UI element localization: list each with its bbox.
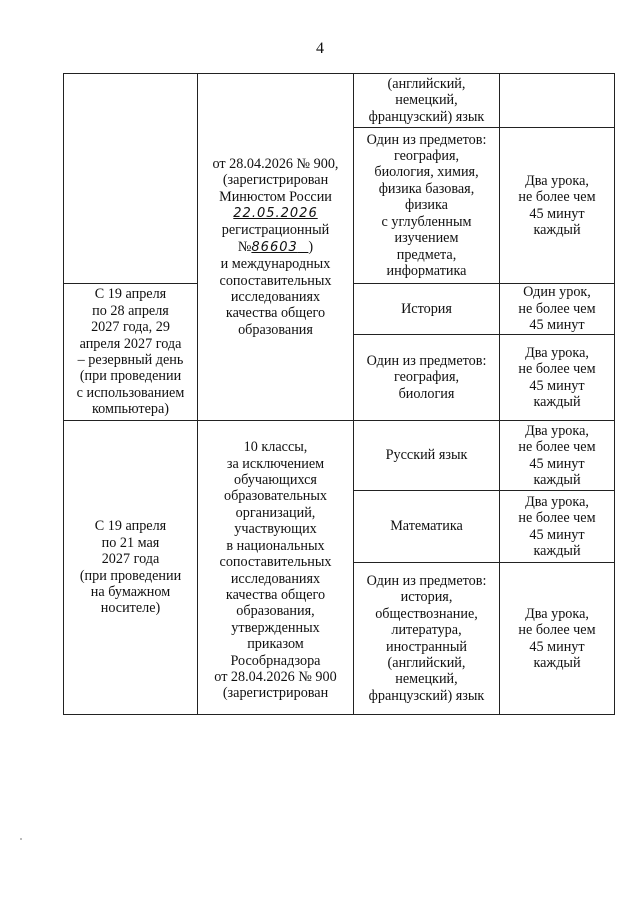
text-line: Два урока, [525,172,589,189]
text-line: апреля 2027 года [79,335,182,352]
subject-cell [354,335,500,421]
text-line: регистрационный [221,222,330,239]
text-line: Один из предметов: [366,572,487,589]
text-line: немецкий, [395,92,458,109]
text-line: физика [405,197,448,214]
subject-cell [354,491,500,563]
text-line: обучающихся [234,472,317,489]
text-line: образования, [236,603,315,620]
text-line: Один из предметов: [366,131,487,148]
registration-date-handwritten: 22.05.2026 [233,205,318,221]
text-line: Один урок, [523,284,591,301]
text-line: информатика [386,262,467,279]
text-line: обществознание, [375,605,478,622]
text-line: каждый [533,393,581,410]
text-line: от 28.04.2026 № 900 [214,668,337,685]
text-line: не более чем [518,510,596,527]
text-line: качества общего [225,305,326,322]
text-line: 45 минут [529,205,585,222]
registration-number-handwritten: 86603 [251,239,298,255]
text-line: (при проведении [79,368,182,385]
text-line: каждый [533,221,581,238]
text-line: французский) язык [368,108,485,125]
text-line: образования [238,321,313,338]
duration-cell [500,563,615,715]
text-line: С 19 апреля [94,518,167,535]
text-line: Минюстом России [219,188,332,205]
text-line: география, [393,148,460,165]
text-line: на бумажном [90,583,171,600]
text-line: (зарегистрирован [222,685,329,702]
text-line: каждый [533,654,581,671]
text-line: Рособрнадзора [230,652,321,669]
text-line: 10 классы, [243,439,308,456]
text-line: 45 минут [529,377,585,394]
text-line: исследованиях [230,289,321,306]
text-line: с углубленным [381,213,472,230]
text-line: С 19 апреля [94,286,167,303]
text-line: качества общего [225,586,326,603]
text-line: изучением [394,230,459,247]
text-line: Два урока, [525,422,589,439]
text-line: (зарегистрирован [222,172,329,189]
text-line: не более чем [518,361,596,378]
text-line: иностранный [385,638,467,655]
text-line: по 28 апреля [92,302,169,319]
text-line: немецкий, [395,671,458,688]
subject-cell [354,563,500,715]
text-line: носителе) [100,600,161,617]
text-line: не более чем [518,439,596,456]
group-cell [198,421,354,715]
group-cell-continued [198,74,354,421]
text-line: 2027 года [101,551,160,568]
text-line: сопоставительных [219,554,332,571]
text-line: утвержденных [231,619,320,636]
text-line: и международных [220,256,331,273]
text-line: исследованиях [230,570,321,587]
duration-cell-empty [500,74,615,128]
text-line: биология, химия, [374,164,479,181]
text-line: 45 минут [529,455,585,472]
text-line: организаций, [235,504,316,521]
text-line: Два урока, [525,344,589,361]
duration-cell [500,128,615,284]
date-cell-empty [64,74,198,284]
text-line: Два урока, [525,493,589,510]
text-line: образовательных [223,488,328,505]
text-line: Два урока, [525,605,589,622]
text-line: предмета, [396,246,457,263]
text-line: за исключением [226,455,325,472]
subject-cell [354,74,500,128]
text-line: приказом [247,636,304,653]
subject-cell [354,128,500,284]
text-line: (при проведении [79,567,182,584]
duration-cell [500,284,615,335]
registration-number-line: №86603 ) [237,238,314,255]
text-line: не более чем [518,189,596,206]
text-line: 45 минут [529,526,585,543]
table-row [64,421,615,491]
date-cell [64,284,198,421]
text-line: от 28.04.2026 № 900, [212,155,339,172]
text-line: каждый [533,471,581,488]
text-line: История [401,300,452,317]
text-line: литература, [391,622,462,639]
table-row [64,74,615,128]
text-line: участвующих [234,521,317,538]
text-line: с использованием [76,384,185,401]
text-line: в национальных [226,537,325,554]
text-line: – резервный день [77,352,184,368]
text-line: не более чем [518,300,596,317]
page-number: 4 [316,40,324,57]
text-line: сопоставительных [219,272,332,289]
text-line: (английский, [387,75,466,92]
text-line: по 21 мая [101,534,160,551]
text-line: физика базовая, [378,180,475,197]
scan-speck [20,838,22,840]
text-line: французский) язык [368,687,485,704]
subject-cell [354,421,500,491]
text-line: Математика [390,518,463,535]
text-line: 45 минут [529,638,585,655]
text-line: 45 минут [529,317,585,334]
text-line: география, [393,369,460,386]
text-line: (английский, [387,654,466,671]
text-line: Русский язык [385,447,468,464]
text-line: каждый [533,542,581,559]
text-line: биология [398,385,455,402]
text-line: 2027 года, 29 [91,319,170,336]
date-cell [64,421,198,715]
text-line: компьютера) [91,401,170,418]
schedule-table [63,73,615,715]
subject-cell [354,284,500,335]
duration-cell [500,491,615,563]
text-line: Один из предметов: [366,352,487,369]
text-line: не более чем [518,622,596,639]
duration-cell [500,335,615,421]
text-line: история, [400,589,453,606]
duration-cell [500,421,615,491]
